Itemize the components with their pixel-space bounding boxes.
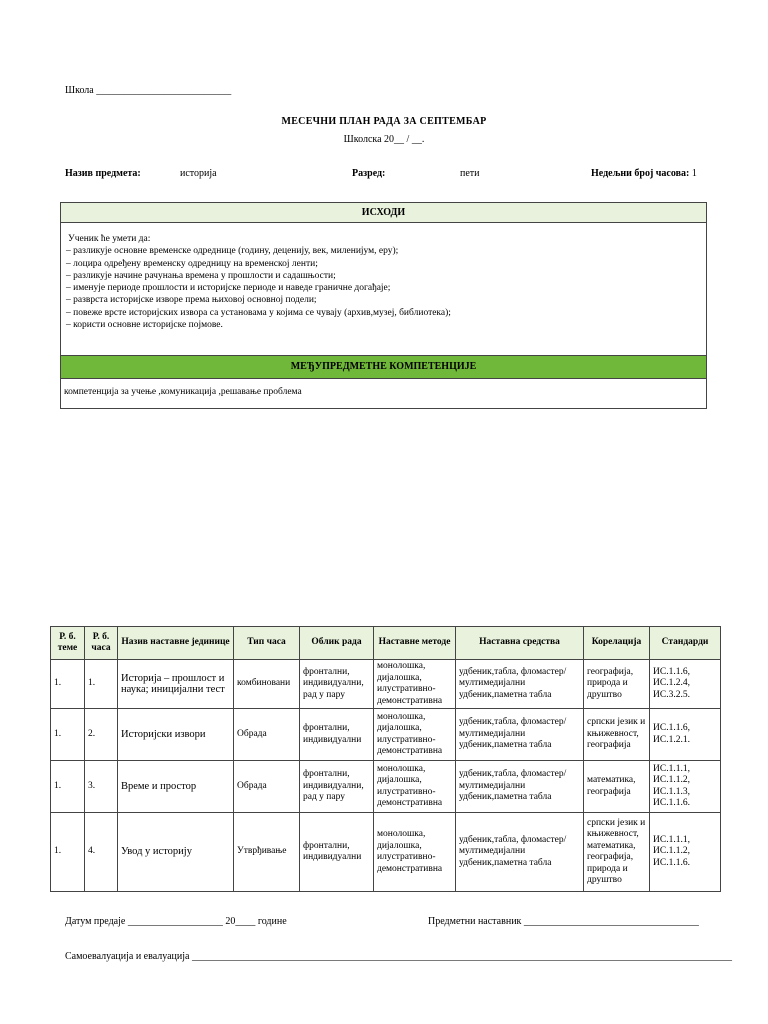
cell-correlation: математика, географија <box>584 761 650 813</box>
cell-lesson-type: Обрада <box>234 761 300 813</box>
col-standards: Стандарди <box>650 627 721 660</box>
cell-lesson-type: Утврђивање <box>234 813 300 892</box>
teacher-line: Предметни наставник ___________________________________ <box>428 916 699 927</box>
grade-value: пети <box>460 168 480 179</box>
hours-label: Недељни број часова: 1 <box>591 168 697 179</box>
cell-methods: монолошка, дијалошка, илустративно-демонстративна <box>374 813 456 892</box>
col-lesson-type: Тип часа <box>234 627 300 660</box>
table-row <box>51 761 721 813</box>
cell-standards: ИС.1.1.6, ИС.1.2.1. <box>650 709 721 761</box>
cell-work-form: фронтални, индивидуални, рад у пару <box>300 660 374 709</box>
competencies-heading: МЕЂУПРЕДМЕТНЕ КОМПЕТЕНЦИЈЕ <box>61 355 706 379</box>
col-lesson-no: Р. б. часа <box>85 627 118 660</box>
outcomes-box <box>60 202 707 409</box>
cell-lesson-no: 1. <box>85 660 118 709</box>
table-row <box>51 709 721 761</box>
cell-standards: ИС.1.1.1, ИС.1.1.2, ИС.1.1.3, ИС.1.1.6. <box>650 761 721 813</box>
cell-correlation: српски језик и књижевност, географија <box>584 709 650 761</box>
outcome-item: – разликује основне временске одреднице (годину, деценију, век, миленијум, еру); <box>66 246 399 257</box>
cell-unit-name: Увод у историју <box>118 813 234 892</box>
cell-lesson-type: комбиновани <box>234 660 300 709</box>
outcomes-intro: Ученик ће умети да: <box>68 234 151 244</box>
cell-resources: удбеник,табла, фломастер/мултимедијални удбеник,паметна табла <box>456 709 584 761</box>
outcome-item: – користи основне историјске појмове. <box>66 320 223 331</box>
table-row <box>51 813 721 892</box>
cell-topic-no: 1. <box>51 813 85 892</box>
outcome-item: – разликује начине рачунања времена у прошлости и садашњости; <box>66 270 336 281</box>
table-row <box>51 660 721 709</box>
col-unit-name: Назив наставне јединице <box>118 627 234 660</box>
cell-unit-name: Време и простор <box>118 761 234 813</box>
cell-unit-name: Историјски извори <box>118 709 234 761</box>
cell-lesson-no: 2. <box>85 709 118 761</box>
cell-work-form: фронтални, индивидуални <box>300 813 374 892</box>
cell-unit-name: Историја – прошлост и наука; иницијални тест <box>118 660 234 709</box>
subject-value: историја <box>180 168 217 179</box>
submission-date-line: Датум предаје ___________________ 20____ године <box>65 916 287 927</box>
outcomes-heading: ИСХОДИ <box>61 203 706 223</box>
cell-standards: ИС.1.1.1, ИС.1.1.2, ИС.1.1.6. <box>650 813 721 892</box>
cell-work-form: фронтални, индивидуални, рад у пару <box>300 761 374 813</box>
cell-lesson-no: 4. <box>85 813 118 892</box>
cell-resources: удбеник,табла, фломастер/мултимедијални удбеник,паметна табла <box>456 660 584 709</box>
evaluation-line: Самоевалуација и евалуација ____________________________________________________________________________________________________________ <box>65 951 732 962</box>
table-header-row <box>51 627 721 660</box>
school-line: Школа ___________________________ <box>65 85 232 96</box>
col-correlation: Корелација <box>584 627 650 660</box>
outcome-item: – разврста историјске изворе према њиховој основној подели; <box>66 295 317 306</box>
col-work-form: Облик рада <box>300 627 374 660</box>
cell-correlation: српски језик и књижевност, математика, географија, природа и друштво <box>584 813 650 892</box>
cell-methods: монолошка, дијалошка, илустративно-демонстративна <box>374 660 456 709</box>
plan-table <box>50 626 721 892</box>
subject-label: Назив предмета: <box>65 168 141 179</box>
cell-standards: ИС.1.1.6, ИС.1.2.4, ИС.3.2.5. <box>650 660 721 709</box>
cell-topic-no: 1. <box>51 709 85 761</box>
cell-topic-no: 1. <box>51 761 85 813</box>
cell-work-form: фронтални, индивидуални <box>300 709 374 761</box>
school-year: Школска 20__ / __. <box>343 134 425 145</box>
outcome-item: – именује периоде прошлости и историјске периоде и наведе граничне догађаје; <box>66 283 391 294</box>
cell-lesson-type: Обрада <box>234 709 300 761</box>
col-topic-no: Р. б. теме <box>51 627 85 660</box>
cell-resources: удбеник,табла, фломастер/мултимедијални удбеник,паметна табла <box>456 813 584 892</box>
col-methods: Наставне методе <box>374 627 456 660</box>
col-resources: Наставна средства <box>456 627 584 660</box>
cell-resources: удбеник,табла, фломастер/мултимедијални удбеник,паметна табла <box>456 761 584 813</box>
outcome-item: – повеже врсте историјских извора са установама у којима се чувају (архив,музеј, библиотека); <box>66 307 451 318</box>
outcomes-list <box>66 233 451 331</box>
competencies-text: компетенција за учење ,комуникација ,решавање проблема <box>64 387 302 397</box>
outcome-item: – лоцира одређену временску одредницу на временској ленти; <box>66 258 318 269</box>
hours-value: 1 <box>691 168 697 179</box>
cell-methods: монолошка, дијалошка, илустративно-демонстративна <box>374 709 456 761</box>
page-title: МЕСЕЧНИ ПЛАН РАДА ЗА СЕПТЕМБАР <box>281 116 487 127</box>
cell-methods: монолошка, дијалошка, илустративно-демонстративна <box>374 761 456 813</box>
cell-lesson-no: 3. <box>85 761 118 813</box>
grade-label: Разред: <box>352 168 386 179</box>
cell-topic-no: 1. <box>51 660 85 709</box>
cell-correlation: географија, природа и друштво <box>584 660 650 709</box>
